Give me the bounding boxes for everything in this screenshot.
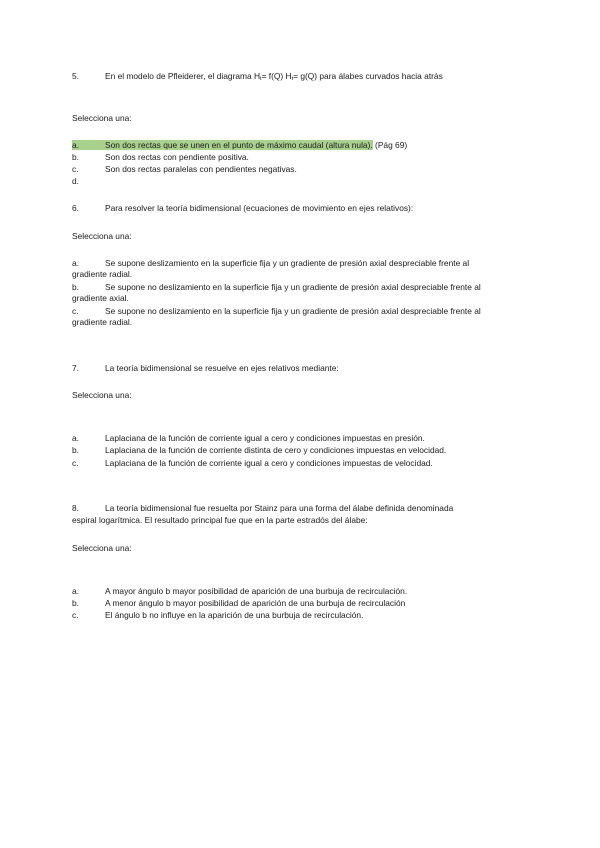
option-text: Se supone no deslizamiento en la superficie fija y un gradiente de presión axial despreciable frente al	[105, 282, 481, 292]
subscript: t	[291, 76, 294, 82]
option-text: A menor ángulo b mayor posibilidad de aparición de una burbuja de recirculación	[105, 598, 406, 608]
option-c[interactable]	[72, 164, 297, 175]
option-a[interactable]	[72, 258, 469, 269]
prompt-part: En el modelo de Pfleiderer, el diagrama H	[105, 71, 261, 81]
option-note: (Pág 69)	[372, 140, 408, 150]
select-label: Selecciona una:	[72, 231, 132, 241]
option-text: Se supone deslizamiento en la superficie fija y un gradiente de presión axial despreciable frente al	[105, 258, 470, 268]
option-letter: a.	[72, 433, 79, 443]
option-letter: b.	[72, 282, 79, 292]
option-letter: c.	[72, 164, 79, 174]
option-c-continuation: gradiente radial.	[72, 317, 133, 327]
option-text: El ángulo b no influye en la aparición de una burbuja de recirculación.	[105, 610, 364, 620]
option-letter: b.	[72, 445, 79, 455]
option-text: Son dos rectas paralelas con pendientes negativas.	[105, 164, 297, 174]
highlighted-answer	[72, 140, 373, 150]
option-letter: b.	[72, 152, 79, 162]
option-b-continuation: gradiente axial.	[72, 293, 129, 303]
question-text: Para resolver la teoría bidimensional (ecuaciones de movimiento en ejes relativos):	[105, 203, 414, 213]
option-c[interactable]	[72, 306, 481, 317]
question-number: 5.	[72, 71, 79, 81]
subscript: t	[260, 76, 262, 82]
option-text: Son dos rectas con pendiente positiva.	[105, 152, 249, 162]
prompt-part: = f(Q) H	[261, 71, 292, 81]
question-text: La teoría bidimensional se resuelve en ejes relativos mediante:	[105, 363, 339, 373]
option-b[interactable]	[72, 445, 446, 456]
question-7-prompt	[72, 363, 339, 374]
option-letter: a.	[72, 140, 79, 150]
option-letter: c.	[72, 306, 79, 316]
option-b[interactable]	[72, 282, 481, 293]
option-letter: d.	[72, 176, 79, 186]
select-label: Selecciona una:	[72, 543, 132, 553]
option-text: Se supone no deslizamiento en la superficie fija y un gradiente de presión axial despreciable frente al	[105, 306, 481, 316]
option-a[interactable]	[72, 140, 407, 151]
option-b[interactable]	[72, 598, 405, 609]
question-8-prompt	[72, 503, 453, 514]
option-text: A mayor ángulo b mayor posibilidad de aparición de una burbuja de recirculación.	[105, 586, 408, 596]
option-c[interactable]	[72, 458, 433, 469]
option-a-continuation: gradiente radial.	[72, 269, 133, 279]
option-c[interactable]	[72, 610, 363, 621]
option-letter: c.	[72, 610, 79, 620]
question-text: La teoría bidimensional fue resuelta por Stainz para una forma del álabe definida denominada	[105, 503, 454, 513]
option-a[interactable]	[72, 586, 407, 597]
option-letter: c.	[72, 458, 79, 468]
question-text	[105, 71, 443, 81]
option-d[interactable]	[72, 176, 105, 187]
option-text: Laplaciana de la función de corriente distinta de cero y condiciones impuestas en velocidad.	[105, 445, 447, 455]
select-label: Selecciona una:	[72, 390, 132, 400]
option-letter: a.	[72, 586, 79, 596]
question-number: 8.	[72, 503, 79, 513]
question-6-prompt	[72, 203, 413, 214]
select-label: Selecciona una:	[72, 113, 132, 123]
option-a[interactable]	[72, 433, 425, 444]
option-text: Laplaciana de la función de corriente igual a cero y condiciones impuestas de velocidad.	[105, 458, 433, 468]
option-letter: b.	[72, 598, 79, 608]
question-number: 6.	[72, 203, 79, 213]
option-letter: a.	[72, 258, 79, 268]
question-8-prompt-continuation: espiral logarítmica. El resultado principal fue que en la parte estradós del álabe:	[72, 515, 368, 525]
option-text: Laplaciana de la función de corriente igual a cero y condiciones impuestas en presión.	[105, 433, 425, 443]
prompt-part: = g(Q) para álabes curvados hacia atrás	[293, 71, 443, 81]
question-number: 7.	[72, 363, 79, 373]
option-text: Son dos rectas que se unen en el punto de máximo caudal (altura nula).	[105, 140, 373, 150]
question-5-prompt	[72, 71, 443, 82]
option-b[interactable]	[72, 152, 249, 163]
